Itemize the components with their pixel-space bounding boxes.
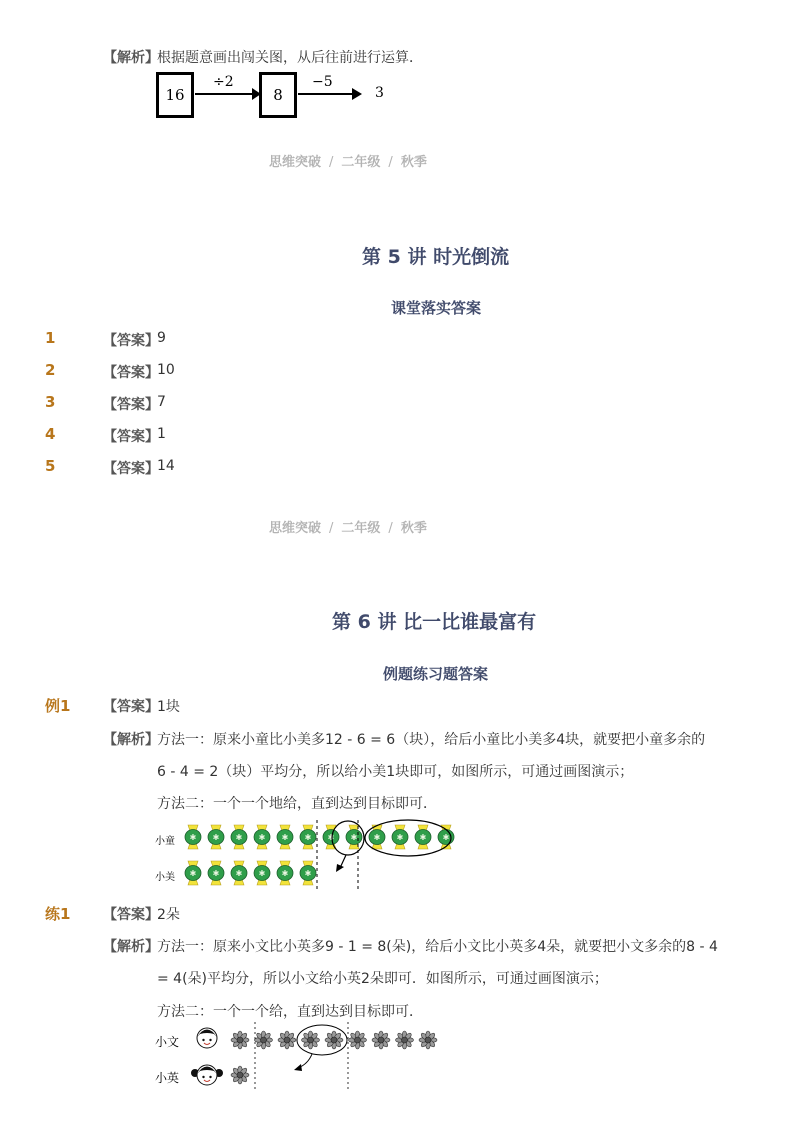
lesson6-title: 第 6 讲 比一比谁最富有 [332, 611, 537, 633]
candy-icon [346, 825, 362, 849]
diagram-box-start: 16 [156, 72, 194, 118]
lesson5-subtitle: 课堂落实答案 [391, 299, 482, 317]
page-footer: 思维突破 / 二年级 / 秋季 [269, 155, 427, 170]
diagram-box-middle: 8 [259, 72, 297, 118]
analysis-tag: 【解析】 [103, 50, 159, 66]
example-label: 例1 [45, 697, 71, 715]
flower-icon [396, 1031, 414, 1049]
flower-icon [231, 1031, 249, 1049]
lesson5-title: 第 5 讲 时光倒流 [362, 246, 510, 268]
answer-number: 1 [45, 329, 56, 347]
answer-value: 1 [157, 426, 166, 442]
analysis-line: 方法二：一个一个给，直到达到目标即可． [157, 1004, 423, 1020]
answer-number: 3 [45, 393, 56, 411]
row-label: 小童 [155, 836, 175, 847]
arrow-head-2 [352, 88, 362, 100]
analysis-line: 6 - 4 = 2（块）平均分，所以给小美1块即可，如图所示，可通过画图演示； [157, 764, 634, 780]
child-face-icon [191, 1065, 223, 1085]
candy-icon [277, 825, 293, 849]
row-label: 小文 [155, 1035, 180, 1049]
svg-text:✱: ✱ [212, 869, 220, 878]
lesson6-subtitle: 例题练习题答案 [383, 665, 489, 683]
svg-text:✱: ✱ [327, 833, 335, 842]
svg-text:✱: ✱ [281, 869, 289, 878]
svg-text:✱: ✱ [212, 833, 220, 842]
svg-text:✱: ✱ [396, 833, 404, 842]
candy-icon [392, 825, 408, 849]
candy-icon [208, 861, 224, 885]
svg-text:✱: ✱ [258, 833, 266, 842]
flower-icon [372, 1031, 390, 1049]
answer-value: 9 [157, 330, 166, 346]
flower-icon [278, 1031, 296, 1049]
candy-icon [208, 825, 224, 849]
answer-number: 4 [45, 425, 56, 443]
analysis-tag: 【解析】 [103, 732, 159, 748]
candy-icon [415, 825, 431, 849]
candy-icon [438, 825, 454, 849]
answer-value: 2朵 [157, 907, 180, 923]
answer-value: 10 [157, 362, 175, 378]
answer-tag: 【答案】 [103, 397, 159, 413]
answer-value: 14 [157, 458, 175, 474]
flower-icon [419, 1031, 437, 1049]
candy-illustration [180, 815, 460, 895]
row-label: 小美 [155, 872, 175, 883]
svg-text:✱: ✱ [258, 869, 266, 878]
candy-icon [300, 861, 316, 885]
candy-icon [231, 825, 247, 849]
svg-text:✱: ✱ [281, 833, 289, 842]
analysis-line: = 4(朵)平均分，所以小文给小英2朵即可．如图所示，可通过画图演示； [157, 971, 608, 987]
answer-number: 2 [45, 361, 56, 379]
analysis-line: 方法二：一个一个地给，直到达到目标即可． [157, 796, 437, 812]
candy-icon [300, 825, 316, 849]
answer-tag: 【答案】 [103, 461, 159, 477]
arrow-head [294, 1064, 302, 1071]
svg-text:✱: ✱ [189, 833, 197, 842]
svg-text:✱: ✱ [235, 833, 243, 842]
svg-text:✱: ✱ [189, 869, 197, 878]
flower-illustration [190, 1020, 450, 1092]
answer-number: 5 [45, 457, 56, 475]
analysis-tag: 【解析】 [103, 939, 159, 955]
candy-icon [254, 861, 270, 885]
flower-icon [231, 1066, 249, 1084]
candy-icon [185, 825, 201, 849]
svg-text:✱: ✱ [304, 869, 312, 878]
page-footer: 思维突破 / 二年级 / 秋季 [269, 521, 427, 536]
flower-icon [255, 1031, 273, 1049]
flower-icon [325, 1031, 343, 1049]
analysis-text: 根据题意画出闯关图，从后往前进行运算． [157, 50, 423, 66]
arrow-head [336, 864, 344, 872]
operation-divide: ÷2 [213, 74, 234, 90]
analysis-line: 方法一：原来小童比小美多12 - 6 = 6（块），给后小童比小美多4块，就要把小童多余的 [157, 732, 706, 748]
operation-subtract: −5 [312, 74, 333, 90]
arrow-line-1 [195, 93, 257, 95]
practice-label: 练1 [45, 905, 71, 923]
candy-icon [185, 861, 201, 885]
flower-icon [302, 1031, 320, 1049]
svg-text:✱: ✱ [235, 869, 243, 878]
svg-text:✱: ✱ [350, 833, 358, 842]
candy-icon [231, 861, 247, 885]
arrow-line-2 [298, 93, 356, 95]
child-face-icon [197, 1028, 217, 1048]
answer-tag: 【答案】 [103, 365, 159, 381]
svg-text:✱: ✱ [442, 833, 450, 842]
candy-icon [254, 825, 270, 849]
analysis-line: 方法一：原来小文比小英多9 - 1 = 8(朵)，给后小文比小英多4朵，就要把小文多余的8 - 4 [157, 939, 718, 955]
candy-icon [277, 861, 293, 885]
answer-value: 7 [157, 394, 166, 410]
answer-tag: 【答案】 [103, 907, 159, 923]
answer-tag: 【答案】 [103, 333, 159, 349]
candy-icon [323, 825, 339, 849]
row-label: 小英 [155, 1071, 180, 1085]
answer-tag: 【答案】 [103, 429, 159, 445]
diagram-result: 3 [375, 85, 384, 101]
svg-text:✱: ✱ [304, 833, 312, 842]
svg-text:✱: ✱ [373, 833, 381, 842]
answer-tag: 【答案】 [103, 699, 159, 715]
flower-icon [349, 1031, 367, 1049]
svg-text:✱: ✱ [419, 833, 427, 842]
answer-value: 1块 [157, 699, 180, 715]
